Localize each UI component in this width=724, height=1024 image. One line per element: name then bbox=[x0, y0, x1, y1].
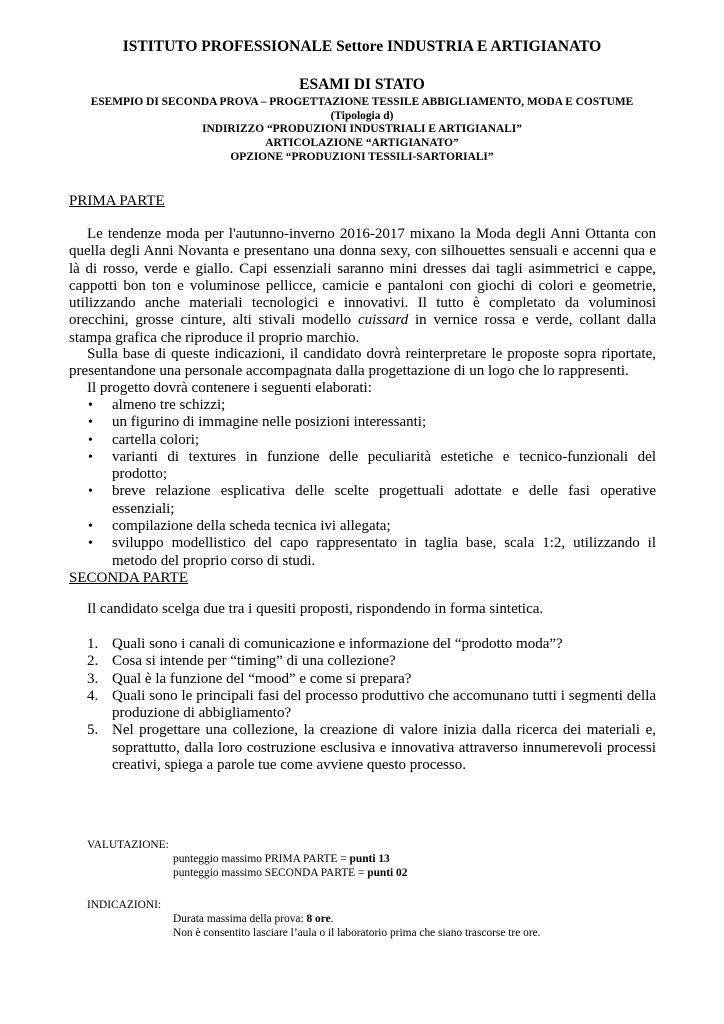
question-number: 2. bbox=[87, 653, 99, 670]
question-item bbox=[69, 653, 656, 670]
list-item: • compilazione della scheda tecnica ivi allegata; bbox=[88, 518, 391, 535]
indicazioni-label: INDICAZIONI: bbox=[87, 899, 162, 911]
exam-indirizzo: INDIRIZZO “PRODUZIONI INDUSTRIALI E ARTIGIANALI” bbox=[202, 123, 522, 135]
indicazioni-rule: Non è consentito lasciare l’aula o il laboratorio prima che siano trascorse tre ore. bbox=[173, 927, 541, 939]
list-item: • varianti di textures in funzione delle peculiarità estetiche e tecnico-funzionali del prodotto; bbox=[88, 448, 656, 483]
question-text: Qual è la funzione del “mood” e come si prepara? bbox=[112, 670, 412, 687]
question-number: 4. bbox=[87, 687, 99, 704]
questions-list bbox=[69, 636, 656, 774]
question-text: Nel progettare una collezione, la creazione di valore inizia dalla ricerca dei materiali e, soprattutto, dalla loro costruzione esclusiva e innovativa attraverso innumerevoli processi creativi, spiega a parole tue come avviene questo processo. bbox=[112, 722, 656, 774]
question-text: Cosa si intende per “timing” di una collezione? bbox=[112, 653, 396, 670]
list-item: • cartella colori; bbox=[88, 431, 200, 448]
exam-typology: (Tipologia d) bbox=[330, 110, 394, 122]
list-item: • sviluppo modellistico del capo rappresentato in taglia base, scala 1:2, utilizzando il metodo del proprio corso di studi. bbox=[88, 535, 656, 569]
bullet-icon: • bbox=[88, 536, 93, 552]
question-number: 1. bbox=[87, 636, 99, 652]
bullet-icon: • bbox=[88, 415, 93, 431]
points-prima: punti 13 bbox=[349, 853, 390, 865]
bullet-icon: • bbox=[88, 449, 93, 465]
exam-title: ESAMI DI STATO bbox=[299, 76, 425, 93]
institute-heading: ISTITUTO PROFESSIONALE Settore INDUSTRIA E ARTIGIANATO bbox=[122, 38, 602, 55]
bullet-icon: • bbox=[88, 432, 93, 448]
question-text: Quali sono i canali di comunicazione e informazione del “prodotto moda”? bbox=[112, 636, 563, 652]
question-number: 5. bbox=[87, 722, 99, 739]
indicazioni-duration: Durata massima della prova: 8 ore. bbox=[173, 913, 334, 925]
exam-subtitle: ESEMPIO DI SECONDA PROVA – PROGETTAZIONE TESSILE ABBIGLIAMENTO, MODA E COSTUME bbox=[90, 96, 634, 108]
instructions-paragraph: Sulla base di queste indicazioni, il candidato dovrà reinterpretare le proposte sopra riportate, presentandone una personale accompagnata dalla progettazione di un logo che lo rappresenti. bbox=[69, 346, 656, 380]
valutazione-seconda: punteggio massimo SECONDA PARTE = punti 02 bbox=[173, 867, 408, 879]
bullet-icon: • bbox=[88, 519, 93, 535]
question-text: Quali sono le principali fasi del processo produttivo che accomunano tutti i segmenti della produzione di abbigliamento? bbox=[112, 687, 656, 722]
section-title-seconda-parte: SECONDA PARTE bbox=[69, 570, 188, 586]
list-item: • un figurino di immagine nelle posizioni interessanti; bbox=[88, 414, 427, 431]
question-number: 3. bbox=[87, 670, 99, 687]
bullet-icon: • bbox=[88, 484, 93, 500]
bullet-icon: • bbox=[88, 398, 93, 413]
question-item bbox=[69, 671, 656, 688]
deliverables-list bbox=[69, 397, 656, 570]
valutazione-label: VALUTAZIONE: bbox=[87, 839, 169, 851]
question-item bbox=[69, 636, 656, 653]
list-item: • almeno tre schizzi; bbox=[88, 397, 226, 413]
list-item: • breve relazione esplicativa delle scelte progettuali adottate e delle fasi operative essenziali; bbox=[88, 483, 656, 517]
exam-articolazione: ARTICOLAZIONE “ARTIGIANATO” bbox=[265, 137, 459, 149]
duration-value: 8 ore bbox=[306, 913, 331, 925]
seconda-parte-intro: Il candidato scelga due tra i quesiti proposti, rispondendo in forma sintetica. bbox=[87, 601, 544, 617]
italic-term: cuissard bbox=[357, 312, 409, 329]
points-seconda: punti 02 bbox=[367, 867, 408, 879]
section-title-prima-parte: PRIMA PARTE bbox=[69, 193, 165, 209]
intro-paragraph: Le tendenze moda per l'autunno-inverno 2016-2017 mixano la Moda degli Anni Ottanta con quella degli Anni Novanta e presentano una donna sexy, con silhouettes sensuali e accenni qua e là di rosso, verde e giallo. Capi essenziali saranno mini dresses dai tagli asimmetrici e cappe, cappotti bon ton e voluminose pellicce, camicie e pantaloni con giochi di colori e geometrie, utilizzando anche materiali tecnologici e innovativi. Il tutto è completato da voluminosi orecchini, grosse cinture, alti stivali modello cuissard in vernice rossa e verde, collant dalla stampa grafica che riproduce il proprio marchio. bbox=[69, 226, 656, 346]
exam-opzione: OPZIONE “PRODUZIONI TESSILI-SARTORIALI” bbox=[230, 151, 494, 163]
valutazione-prima: punteggio massimo PRIMA PARTE = punti 13 bbox=[173, 853, 390, 865]
deliverables-intro: Il progetto dovrà contenere i seguenti elaborati: bbox=[87, 380, 372, 396]
question-item bbox=[69, 688, 656, 723]
question-item bbox=[69, 722, 656, 774]
